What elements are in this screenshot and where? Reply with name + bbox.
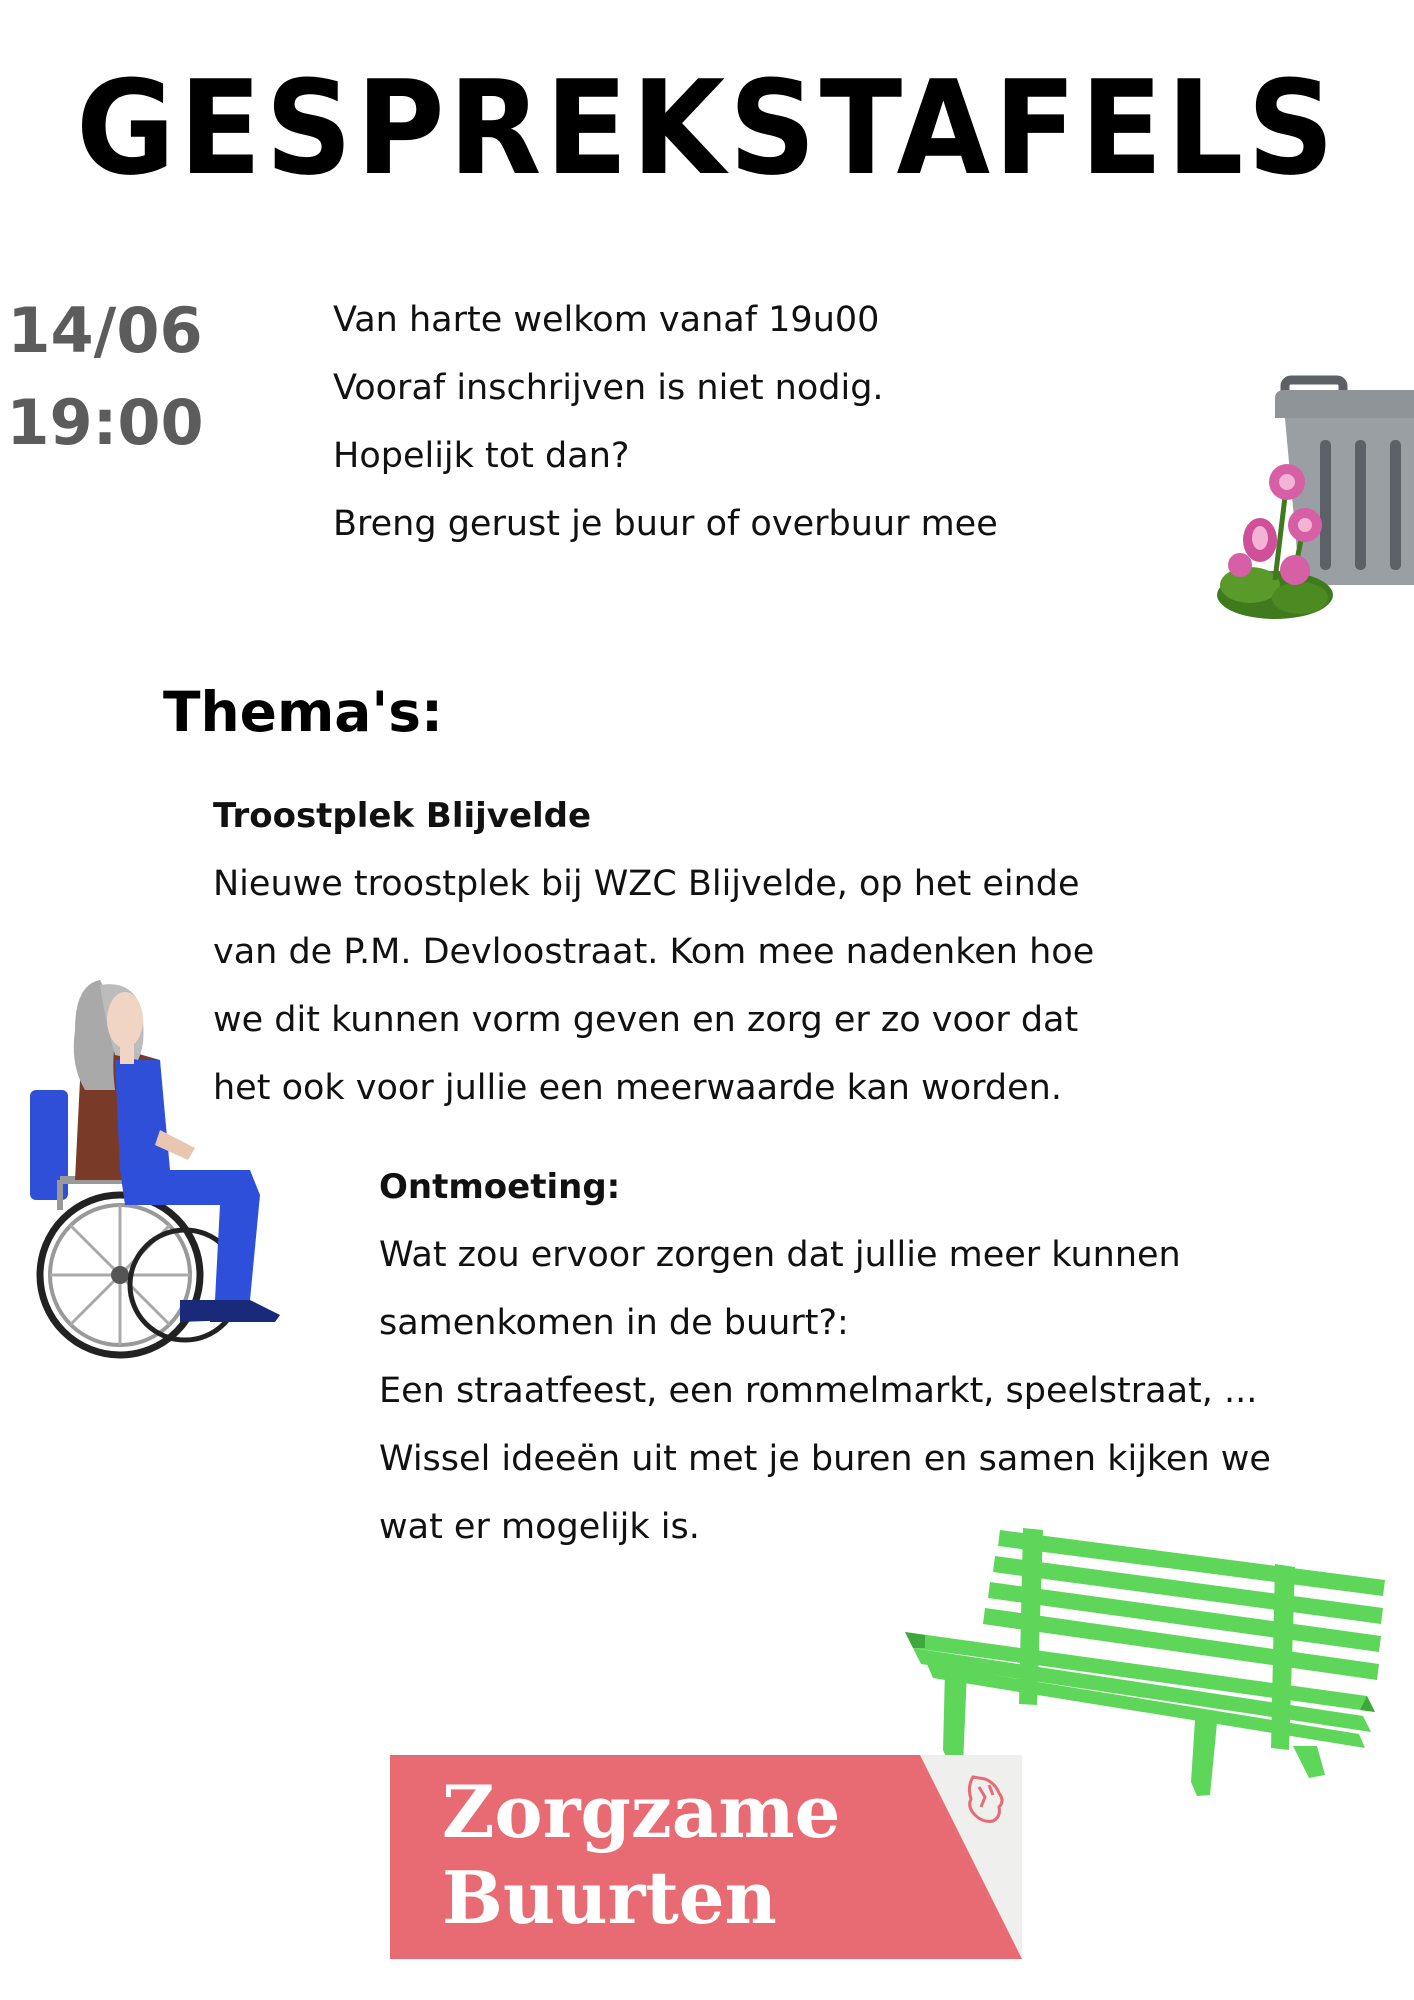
event-date: 14/06: [7, 294, 203, 367]
theme-line: we dit kunnen vorm geven en zorg er zo voor dat: [213, 1000, 1079, 1040]
theme-line: Een straatfeest, een rommelmarkt, speelstraat, ...: [379, 1371, 1258, 1411]
theme-title: Ontmoeting:: [379, 1167, 621, 1207]
event-datetime: [0, 285, 210, 469]
trash-can-with-flowers-icon: [1205, 370, 1414, 650]
theme-item: [213, 782, 1094, 1122]
person-in-wheelchair-icon: [20, 980, 320, 1360]
logo-line: Zorgzame: [442, 1769, 841, 1854]
theme-line: Wat zou ervoor zorgen dat jullie meer kunnen: [379, 1235, 1181, 1275]
intro-line: Vooraf inschrijven is niet nodig.: [333, 368, 884, 408]
theme-line: het ook voor jullie een meerwaarde kan worden.: [213, 1068, 1062, 1108]
theme-item: [379, 1153, 1271, 1561]
logo-line: Buurten: [442, 1855, 777, 1940]
theme-line: samenkomen in de buurt?:: [379, 1303, 849, 1343]
themes-heading: Thema's:: [163, 680, 443, 744]
intro-line: Breng gerust je buur of overbuur mee: [333, 504, 998, 544]
theme-line: Wissel ideeën uit met je buren en samen kijken we: [379, 1439, 1271, 1479]
event-time: 19:00: [6, 386, 204, 459]
intro-line: Hopelijk tot dan?: [333, 436, 630, 476]
theme-line: Nieuwe troostplek bij WZC Blijvelde, op het einde: [213, 864, 1080, 904]
page-title: GESPREKSTAFELS: [76, 52, 1338, 204]
intro-text: [333, 286, 998, 558]
theme-line: wat er mogelijk is.: [379, 1507, 700, 1547]
theme-title: Troostplek Blijvelde: [213, 796, 592, 836]
zorgzame-buurten-logo: [390, 1755, 1022, 1959]
intro-line: Van harte welkom vanaf 19u00: [333, 300, 880, 340]
theme-line: van de P.M. Devloostraat. Kom mee nadenken hoe: [213, 932, 1095, 972]
